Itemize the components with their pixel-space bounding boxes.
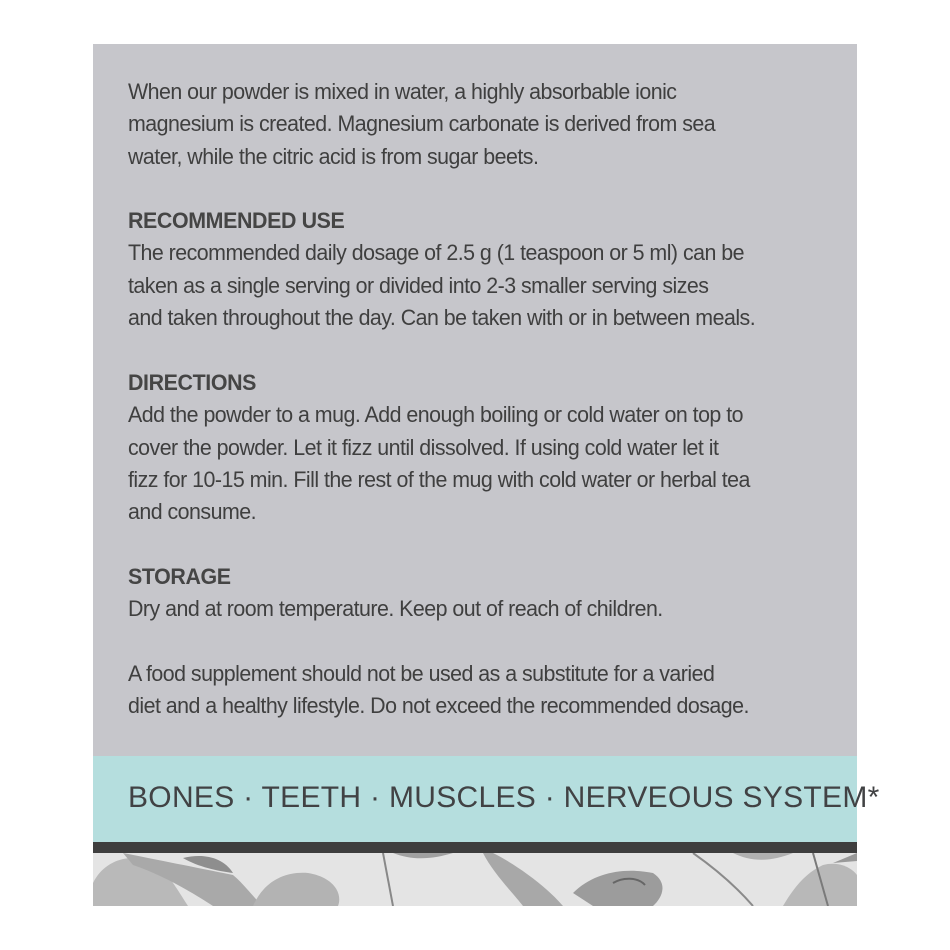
intro-section (128, 76, 793, 173)
recommended-use-heading: RECOMMENDED USE (128, 208, 345, 233)
benefits-text: BONES · TEETH · MUSCLES · NERVEOUS SYSTEM* (128, 781, 880, 814)
storage-heading: STORAGE (128, 564, 231, 589)
storage-section (128, 561, 793, 626)
botanical-illustration (93, 853, 857, 906)
directions-text: Add the powder to a mug. Add enough boiling or cold water on top to cover the powder. Let it fizz until dissolved. If using cold water let it fizz for 10-15 min. Fill the rest of the mug with cold water or herbal tea and consume. (128, 402, 750, 525)
directions-heading: DIRECTIONS (128, 370, 257, 395)
directions-section (128, 367, 793, 528)
intro-text: When our powder is mixed in water, a highly absorbable ionic magnesium is created. Magnesium carbonate is derived from sea water, while the citric acid is from sugar beets. (128, 79, 716, 169)
divider-bar (93, 842, 857, 853)
recommended-use-text: The recommended daily dosage of 2.5 g (1 teaspoon or 5 ml) can be taken as a single serving or divided into 2-3 smaller serving sizes and taken throughout the day. Can be taken with or in between meals. (128, 240, 756, 330)
disclaimer-section (128, 658, 793, 723)
botanical-illustration-graphic (93, 853, 857, 906)
storage-text: Dry and at room temperature. Keep out of reach of children. (128, 596, 663, 622)
recommended-use-section (128, 205, 793, 334)
disclaimer-text: A food supplement should not be used as a substitute for a varied diet and a healthy lifestyle. Do not exceed the recommended dosage. (128, 661, 749, 719)
benefits-banner (93, 756, 880, 842)
